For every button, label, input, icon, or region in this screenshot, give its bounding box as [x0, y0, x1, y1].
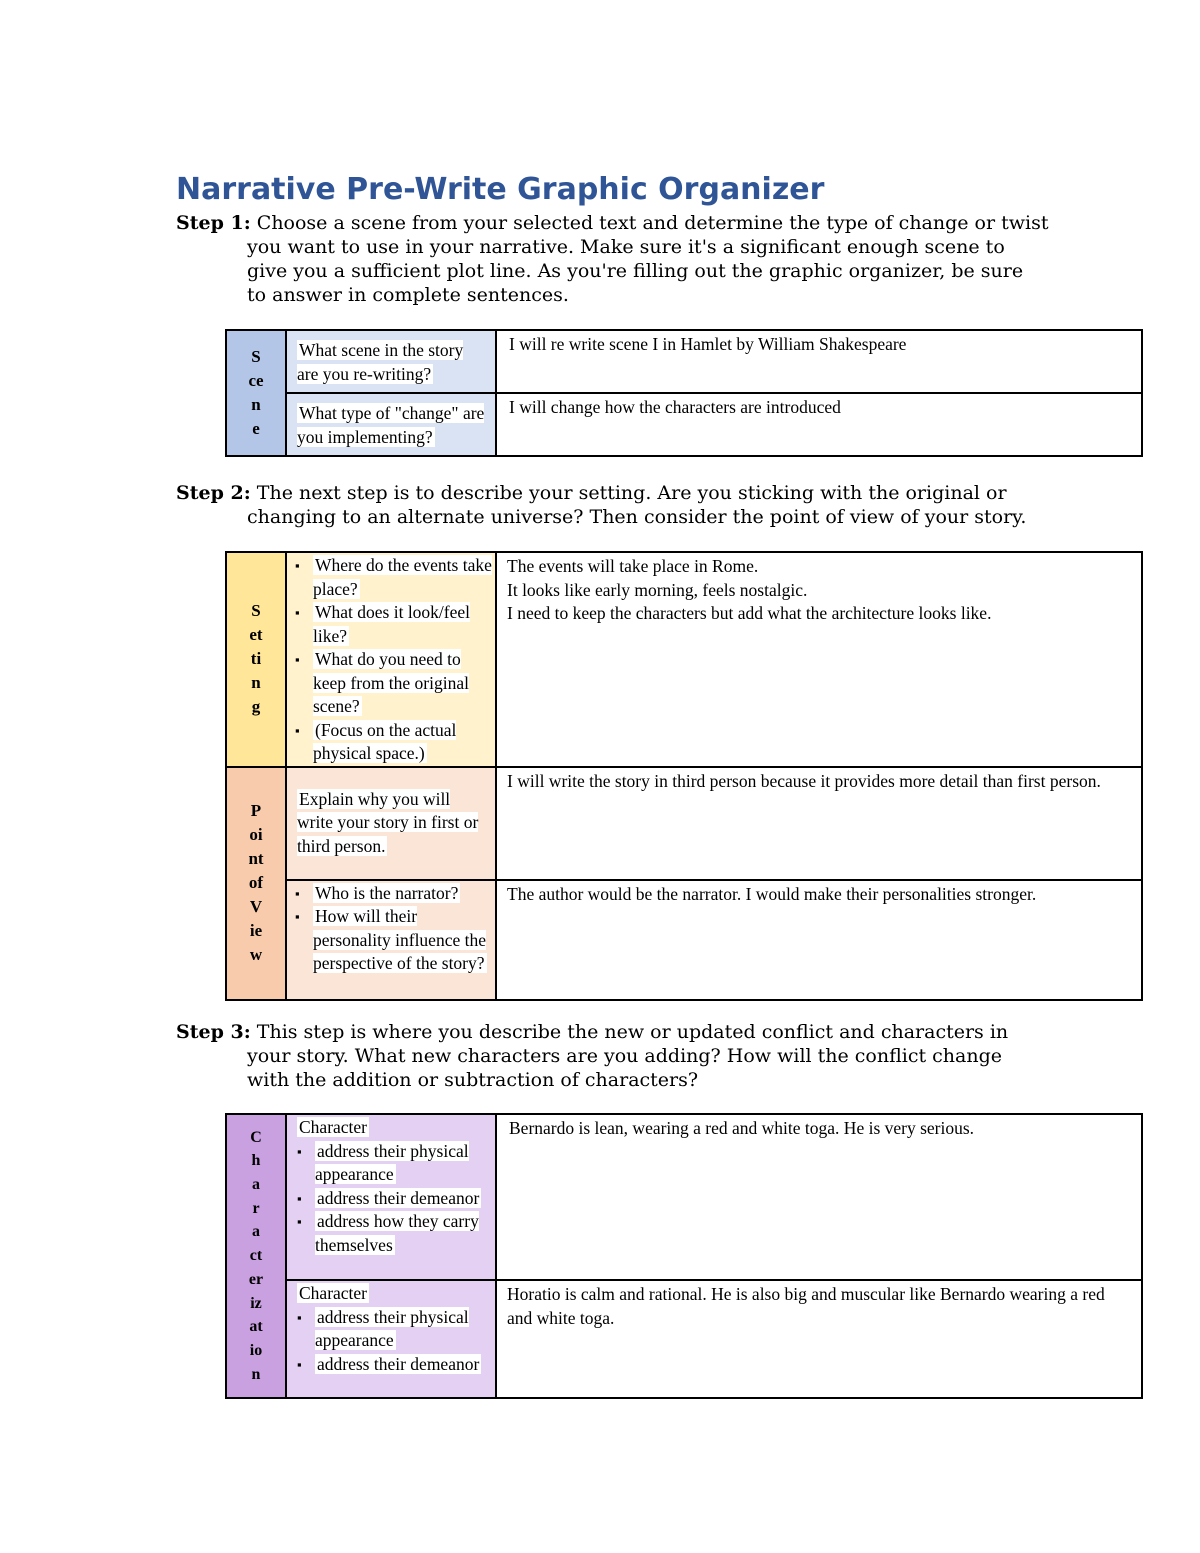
setting-bullet: ▪ Where do the events take place?: [313, 554, 495, 601]
step-3-label: Step 3:: [176, 1021, 251, 1043]
character-1-answer: Bernardo is lean, wearing a red and white toga. He is very serious.: [509, 1118, 975, 1138]
step-2-instructions: [176, 481, 1076, 529]
character-2-answer-cell[interactable]: [496, 1280, 1142, 1398]
step-3-line-1: This step is where you describe the new or updated conflict and characters in: [256, 1021, 1009, 1043]
character-1-answer-cell[interactable]: [496, 1114, 1142, 1280]
character-1-prompt-cell: [286, 1114, 496, 1280]
narrator-bullet: ▪ Who is the narrator?: [313, 882, 495, 906]
narrator-prompt-cell: [286, 880, 496, 1000]
setting-prompt-cell: [286, 552, 496, 767]
setting-bullet: ▪ What do you need to keep from the original scene?: [313, 648, 495, 719]
character-bullet: ▪ address their physical appearance: [315, 1306, 485, 1353]
scene-answer-cell[interactable]: [496, 330, 1142, 393]
scene-side-label: S ce n e: [226, 330, 286, 456]
setting-bullet: ▪ (Focus on the actual physical space.): [313, 719, 495, 766]
change-prompt-cell: [286, 393, 496, 456]
pov-answer: I will write the story in third person because it provides more detail than first person.: [507, 770, 1101, 791]
pov-prompt-cell: [286, 767, 496, 880]
narrator-answer-cell[interactable]: [496, 880, 1142, 1000]
character-bullet: ▪ address their demeanor: [315, 1187, 485, 1211]
page-title: Narrative Pre-Write Graphic Organizer: [176, 172, 825, 207]
scene-prompt: What scene in the story are you re-writing?: [297, 340, 464, 384]
step-3-line-3: with the addition or subtraction of characters?: [247, 1069, 699, 1091]
character-bullet: ▪ address their demeanor: [315, 1353, 485, 1377]
change-answer: I will change how the characters are introduced: [509, 397, 841, 417]
setting-answer-line: I need to keep the characters but add what the architecture looks like.: [507, 603, 992, 623]
step-1-line-2: you want to use in your narrative. Make sure it's a significant enough scene to: [247, 236, 1005, 258]
setting-side-label: S et ti n g: [226, 552, 286, 767]
change-prompt: What type of "change" are you implementing?: [297, 403, 485, 447]
setting-answer-line: The events will take place in Rome.: [507, 556, 759, 576]
setting-bullet: ▪ What does it look/feel like?: [313, 601, 495, 648]
step-1-label: Step 1:: [176, 212, 251, 234]
step-3-line-2: your story. What new characters are you adding? How will the conflict change: [247, 1045, 1003, 1067]
setting-answer-line: It looks like early morning, feels nostalgic.: [507, 579, 808, 600]
setting-pov-table: [225, 551, 1143, 1001]
step-1-line-4: to answer in complete sentences.: [247, 284, 569, 306]
narrator-bullet: ▪ How will their personality influence the perspective of the story?: [313, 905, 495, 976]
narrator-answer: The author would be the narrator. I would make their personalities stronger.: [507, 883, 1037, 904]
character-2-prompt-cell: [286, 1280, 496, 1398]
scene-table: [225, 329, 1143, 457]
characterization-table: [225, 1113, 1143, 1399]
characterization-side-label: C h a r a ct er iz at io n: [226, 1114, 286, 1398]
character-1-heading: Character: [299, 1117, 368, 1137]
step-3-instructions: [176, 1020, 1076, 1092]
pov-side-label: P oi nt of V ie w: [226, 767, 286, 1000]
character-bullet: ▪ address how they carry themselves: [315, 1210, 485, 1257]
character-2-answer: Horatio is calm and rational. He is also big and muscular like Bernardo wearing a red and white toga.: [507, 1284, 1105, 1328]
scene-prompt-cell: [286, 330, 496, 393]
step-1-line-1: Choose a scene from your selected text and determine the type of change or twist: [256, 212, 1049, 234]
character-bullet: ▪ address their physical appearance: [315, 1140, 485, 1187]
step-1-instructions: [176, 211, 1076, 307]
step-1-line-3: give you a sufficient plot line. As you're filling out the graphic organizer, be sure: [247, 260, 1024, 282]
change-answer-cell[interactable]: [496, 393, 1142, 456]
step-2-line-2: changing to an alternate universe? Then consider the point of view of your story.: [247, 506, 1027, 528]
step-2-label: Step 2:: [176, 482, 251, 504]
scene-answer: I will re write scene I in Hamlet by William Shakespeare: [509, 334, 907, 354]
pov-answer-cell[interactable]: [496, 767, 1142, 880]
pov-prompt: Explain why you will write your story in first or third person.: [297, 788, 479, 856]
character-2-heading: Character: [299, 1283, 368, 1303]
setting-answer-cell[interactable]: [496, 552, 1142, 767]
step-2-line-1: The next step is to describe your setting. Are you sticking with the original or: [256, 482, 1007, 504]
